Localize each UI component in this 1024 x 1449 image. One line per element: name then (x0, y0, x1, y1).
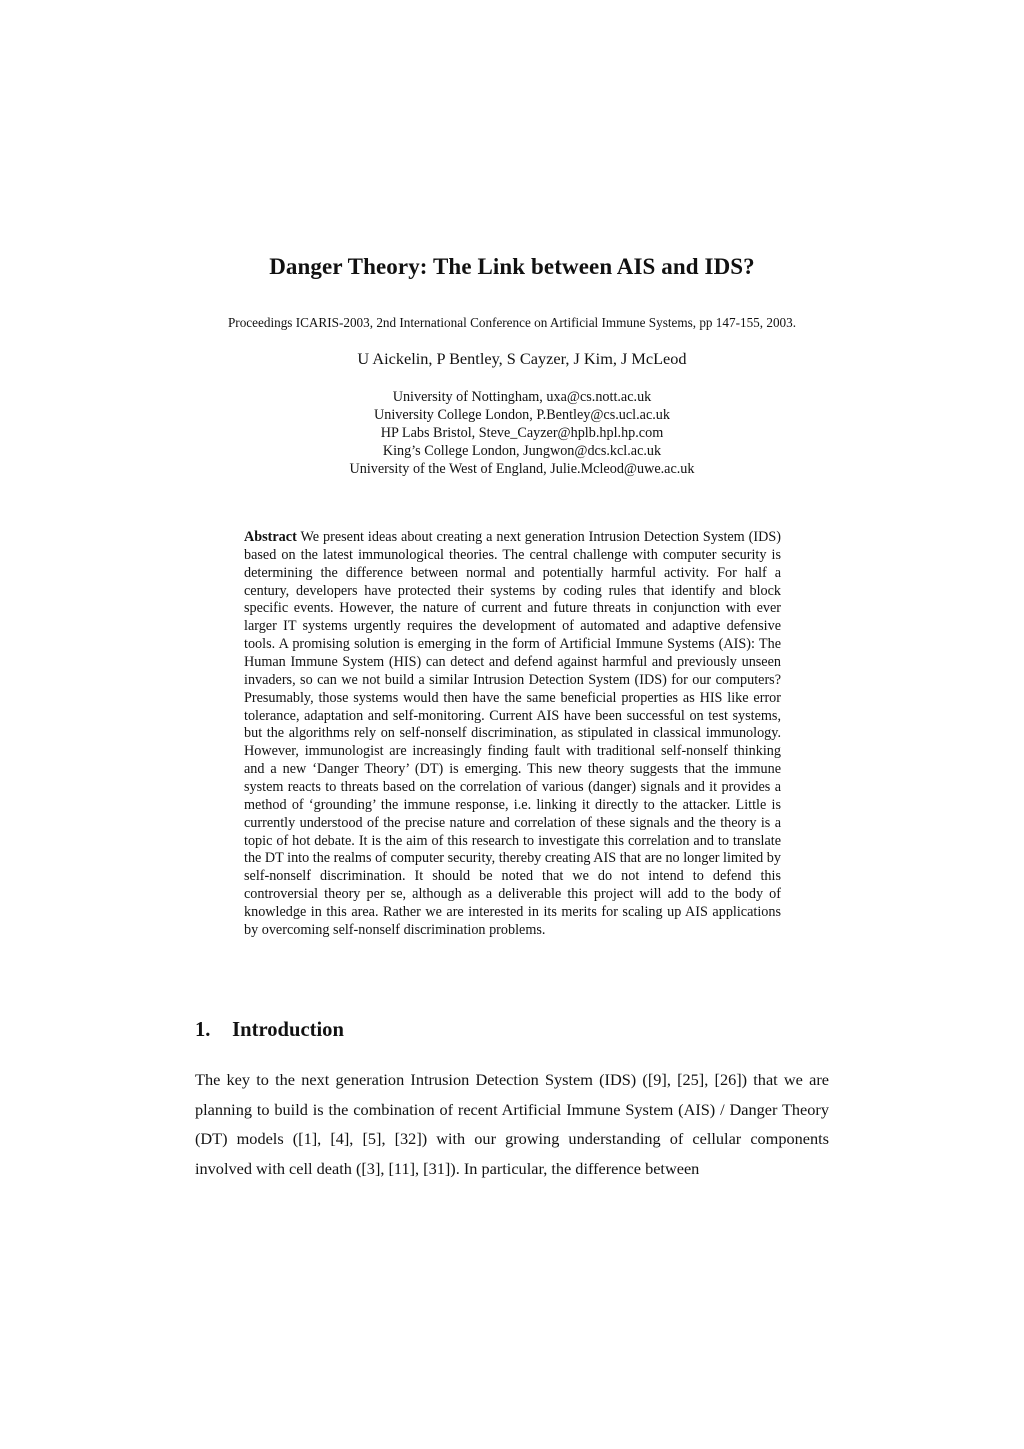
section-number: 1. (195, 1019, 211, 1041)
abstract-label: Abstract (244, 529, 297, 545)
abstract-text: We present ideas about creating a next generation Intrusion Detection System (IDS) based on the latest immunological theories. The central challenge with computer security is determining the difference between normal and potentially harmful activity. For half a century, developers have protected their systems by coding rules that identify and block specific events. However, the nature of current and future threats in conjunction with ever larger IT systems urgently requires the development of automated and adaptive defensive tools. A promising solution is emerging in the form of Artificial Immune Systems (AIS): The Human Immune System (HIS) can detect and defend against harmful and previously unseen invaders, so can we not build a similar Intrusion Detection System (IDS) for our computers? Presumably, those systems would then have the same beneficial properties as HIS like error tolerance, adaptation and self-monitoring. Current AIS have been successful on test systems, but the algorithms rely on self-nonself discrimination, as stipulated in classical immunology. However, immunologist are increasingly finding fault with traditional self-nonself thinking and a new ‘Danger Theory’ (DT) is emerging. This new theory suggests that the immune system reacts to threats based on the correlation of various (danger) signals and it provides a method of ‘grounding’ the immune response, i.e. linking it directly to the attacker. Little is currently understood of the precise nature and correlation of these signals and the theory is a topic of hot debate. It is the aim of this research to investigate this correlation and to translate the DT into the realms of computer security, thereby creating AIS that are no longer limited by self-nonself discrimination. It should be noted that we do not intend to defend this controversial theory per se, although as a deliverable this project will add to the body of knowledge in this area. Rather we are interested in its merits for scaling up AIS applications by overcoming self-nonself discrimination problems. (244, 529, 781, 938)
section-title: Introduction (232, 1019, 344, 1041)
affiliation-list (0, 388, 1024, 478)
affiliation-line: University of the West of England, Julie.Mcleod@uwe.ac.uk (349, 461, 695, 477)
abstract-block (244, 529, 781, 940)
author-list: U Aickelin, P Bentley, S Cayzer, J Kim, J McLeod (357, 349, 687, 368)
affiliation-line: University College London, P.Bentley@cs.ucl.ac.uk (374, 407, 670, 423)
affiliation-line: King’s College London, Jungwon@dcs.kcl.ac.uk (382, 443, 662, 459)
affiliation-line: HP Labs Bristol, Steve_Cayzer@hplb.hpl.hp.com (380, 425, 664, 441)
affiliation-line: University of Nottingham, uxa@cs.nott.ac.uk (392, 389, 652, 405)
introduction-paragraph: The key to the next generation Intrusion Detection System (IDS) ([9], [25], [26]) that we are planning to build is the combination of recent Artificial Immune System (AIS) / Danger Theory (DT) models ([1], [4], [5], [32]) with our growing understanding of cellular components involved with cell death ([3], [11], [31]). In particular, the difference between (195, 1070, 829, 1178)
proceedings-line: Proceedings ICARIS-2003, 2nd International Conference on Artificial Immune Systems, pp 147-155, 2003. (227, 315, 797, 330)
paper-title: Danger Theory: The Link between AIS and IDS? (269, 254, 755, 279)
section-heading-introduction (195, 1019, 344, 1042)
